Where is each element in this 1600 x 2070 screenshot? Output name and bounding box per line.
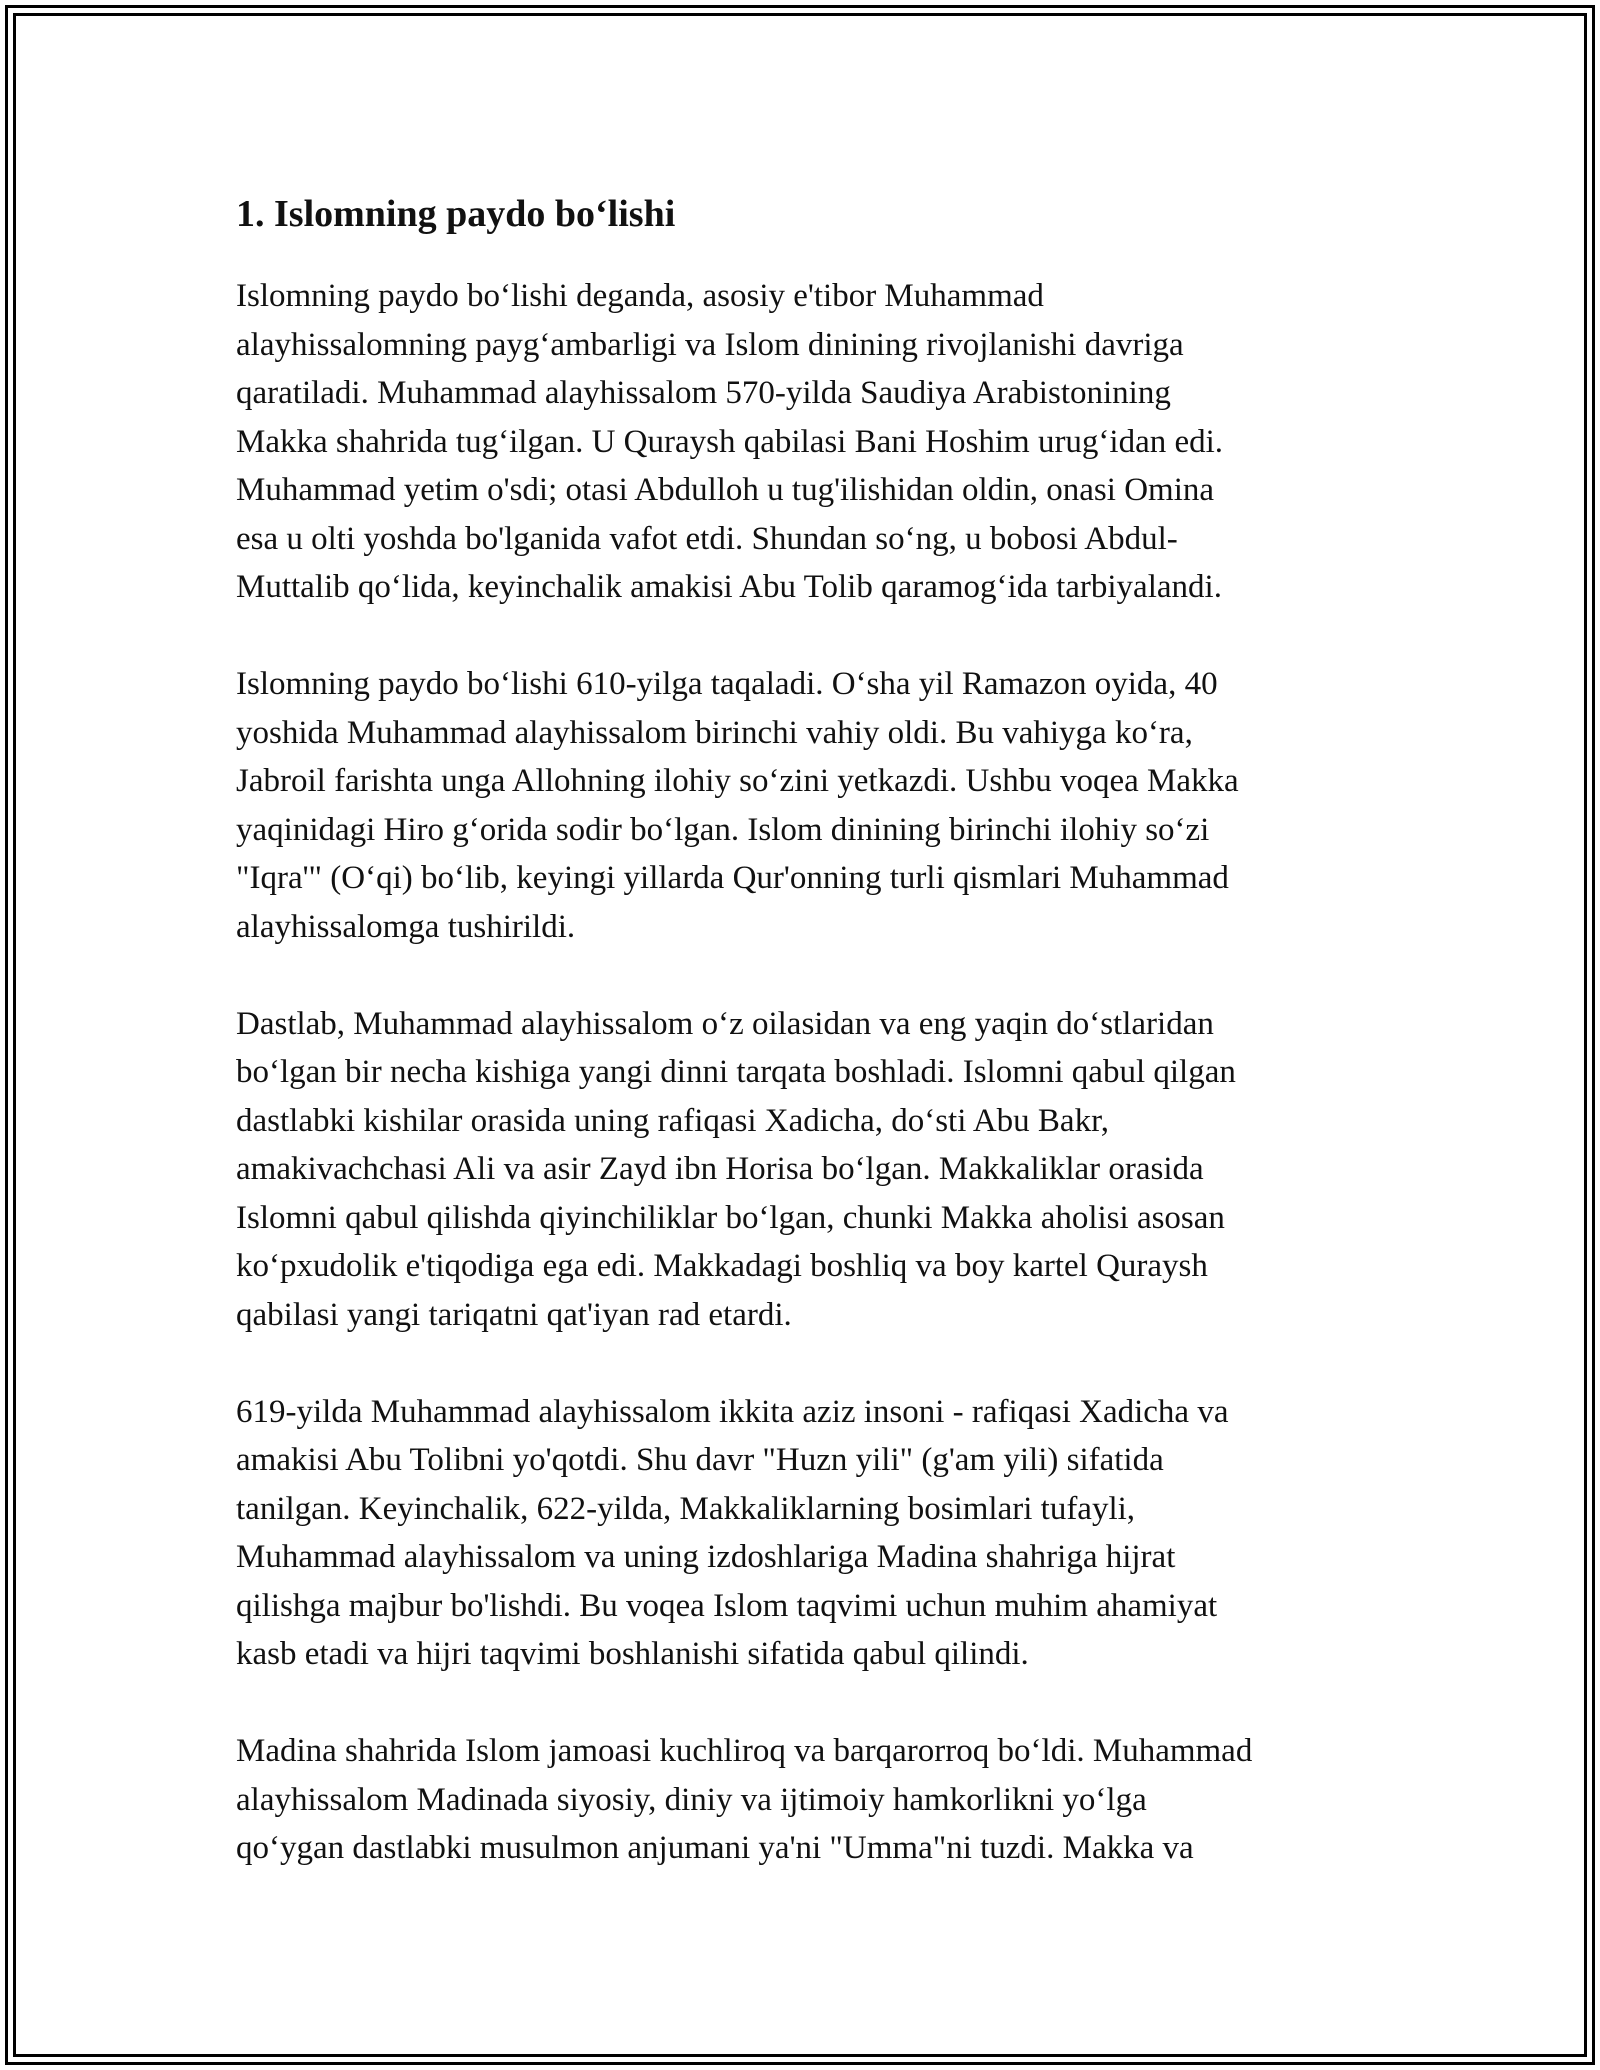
document-body xyxy=(236,186,1386,1921)
paragraph-5: Madina shahrida Islom jamoasi kuchliroq va barqarorroq bo‘ldi. Muhammad alayhissalom Madinada siyosiy, diniy va ijtimoiy hamkorlikni yo‘lga qo‘ygan dastlabki musulmon anjumani ya'ni "Umma"ni tuzdi. Makka va xyxy=(236,1733,1253,1866)
paragraph-1: Islomning paydo bo‘lishi deganda, asosiy e'tibor Muhammad alayhissalomning payg‘ambarligi va Islom dinining rivojlanishi davriga qaratiladi. Muhammad alayhissalom 570-yilda Saudiya Arabistonining Makka shahrida tug‘ilgan. U Quraysh qabilasi Bani Hoshim urug‘idan edi. Muhammad yetim o'sdi; otasi Abdulloh u tug'ilishidan oldin, onasi Omina esa u olti yoshda bo'lganida vafot etdi. Shundan so‘ng, u bobosi Abdul- Muttalib qo‘lida, keyinchalik amakisi Abu Tolib qaramog‘ida tarbiyalandi. xyxy=(236,278,1224,605)
paragraph-4: 619-yilda Muhammad alayhissalom ikkita aziz insoni - rafiqasi Xadicha va amakisi Abu Tolibni yo'qotdi. Shu davr "Huzn yili" (g'am yili) sifatida tanilgan. Keyinchalik, 622-yilda, Makkaliklarning bosimlari tufayli, Muhammad alayhissalom va uning izdoshlariga Madina shahriga hijrat qilishga majbur bo'lishdi. Bu voqea Islom taqvimi uchun muhim ahamiyat kasb etadi va hijri taqvimi boshlanishi sifatida qabul qilindi. xyxy=(236,1393,1229,1672)
paragraph-3: Dastlab, Muhammad alayhissalom o‘z oilasidan va eng yaqin do‘stlaridan bo‘lgan bir necha kishiga yangi dinni tarqata boshladi. Islomni qabul qilgan dastlabki kishilar orasida uning rafiqasi Xadicha, do‘sti Abu Bakr, amakivachchasi Ali va asir Zayd ibn Horisa bo‘lgan. Makkaliklar orasida Islomni qabul qilishda qiyinchiliklar bo‘lgan, chunki Makka aholisi asosan ko‘pxudolik e'tiqodiga ega edi. Makkadagi boshliq va boy kartel Quraysh qabilasi yangi tariqatni qat'iyan rad etardi. xyxy=(236,1005,1236,1333)
paragraph-2: Islomning paydo bo‘lishi 610-yilga taqaladi. O‘sha yil Ramazon oyida, 40 yoshida Muhammad alayhissalom birinchi vahiy oldi. Bu vahiyga ko‘ra, Jabroil farishta unga Allohning ilohiy so‘zini yetkazdi. Ushbu voqea Makka yaqinidagi Hiro g‘orida sodir bo‘lgan. Islom dinining birinchi ilohiy so‘zi "Iqra'" (O‘qi) bo‘lib, keyingi yillarda Qur'onning turli qismlari Muhammad alayhissalomga tushirildi. xyxy=(236,666,1239,945)
section-heading: 1. Islomning paydo bo‘lishi xyxy=(236,193,676,235)
